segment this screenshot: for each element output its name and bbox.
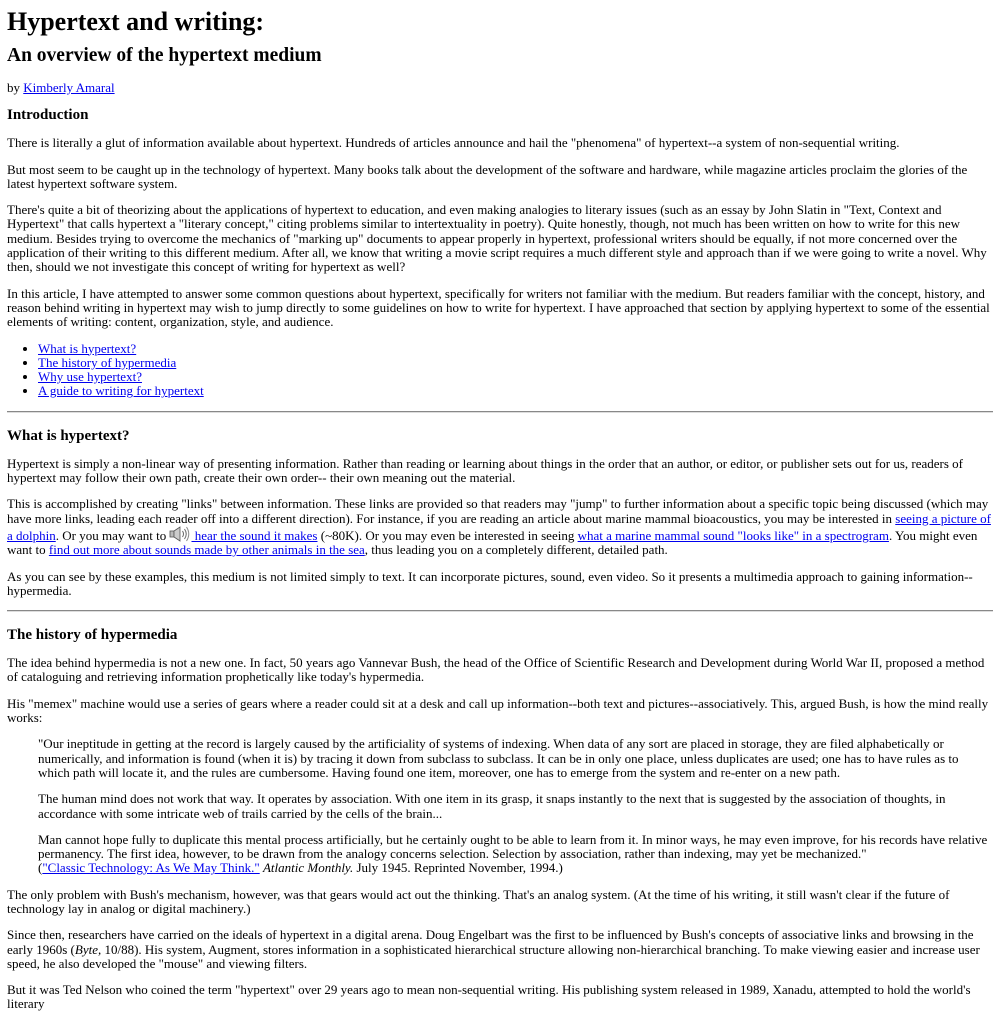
quote-paragraph-3 (38, 833, 993, 876)
toc-link-why-use[interactable]: Why use hypertext? (38, 369, 142, 385)
toc-link-history[interactable]: The history of hypermedia (38, 354, 177, 370)
intro-paragraph-3: There's quite a bit of theorizing about the applications of hypertext to education, and even making analogies to literary issues (such as an essay by John Slatin in "Text, Context and Hypertext" that calls hypertext a "literary concept," citing problems similar to intertextuality in poetry). Quite honestly, though, not much has been written on how to write for this new medium. Besides trying to overcome the mechanics of "marking up" documents to appear properly in hypertext, professional writers should be equally, if not more concerned over the application of their writing to this different medium. After all, we know that writing a movie script requires a much different style and approach than if we were going to write a novel. Why then, should we not investigate this concept of writing for hypertext as well? (7, 202, 987, 275)
history-paragraph-4 (7, 928, 993, 971)
byte-journal: Byte, (74, 941, 102, 957)
quote-paragraph-1: "Our ineptitude in getting at the record is largely caused by the artificiality of systems of indexing. When data of any sort are placed in storage, they are filed alphabetically or numerically, and information is found (when it is) by tracing it down from subclass to subclass. It can be in only one place, unless duplicates are used; one has to have rules as to which path will locate it, and the rules are cumbersome. Having found one item, moreover, one has to emerge from the system and re-enter on a new path. (38, 736, 959, 780)
sea-sounds-link[interactable]: find out more about sounds made by other animals in the sea (48, 542, 365, 558)
page-title: Hypertext and writing: (7, 7, 265, 36)
intro-heading: Introduction (7, 107, 89, 124)
section-divider (7, 610, 993, 612)
page-subtitle: An overview of the hypertext medium (7, 45, 322, 66)
section-divider (7, 411, 993, 413)
quote-paragraph-2: The human mind does not work that way. It operates by association. With one item in its grasp, it snaps instantly to the next that is suggested by the association of thoughts, in accordance with some intricate web of trails carried by the cells of the brain... (38, 791, 946, 821)
what-paragraph-2 (7, 497, 993, 557)
author-link[interactable]: Kimberly Amaral (23, 80, 115, 95)
dolphin-sound-link[interactable] (169, 528, 317, 543)
what-text: . You might even want to (7, 527, 978, 558)
quote-text: Man cannot hope fully to duplicate this mental process artificially, but he certainly ought to be able to learn from it. In minor ways, he may even improve, for his records have relative permanency. The first idea, however, to be drawn from the analogy concerns selection. Selection by association, rather than indexing, may yet be mechanized." (38, 831, 988, 862)
what-text: This is accomplished by creating "links" between information. These links are provided so that readers may "jump" to further information about a specific topic being discussed (which may have more links, leading each reader off into a different direction). For instance, if you are reading an article about marine mammal bioacoustics, you may be interested in (7, 496, 989, 526)
citation-journal: Atlantic Monthly. (262, 860, 354, 876)
what-paragraph-3: As you can see by these examples, this medium is not limited simply to text. It can incorporate pictures, sound, even video. So it presents a multimedia approach to gaining information--hypermedia. (7, 568, 973, 598)
toc-item (38, 356, 993, 370)
what-text: . Or you may want to (55, 527, 170, 543)
spectrogram-link[interactable]: what a marine mammal sound "looks like" in a spectrogram (577, 527, 889, 543)
what-paragraph-1: Hypertext is simply a non-linear way of presenting information. Rather than reading or learning about things in the order that an author, or editor, or publisher sets out for us, readers of hypertext may follow their own path, create their own order-- their own meaning out the material. (7, 455, 964, 486)
intro-paragraph-1: There is literally a glut of information available about hypertext. Hundreds of articles announce and hail the "phenomena" of hypertext--a system of non-sequential writing. (7, 135, 900, 151)
history-paragraph-2: His "memex" machine would use a series of gears where a reader could sit at a desk and call up information--both text and pictures--associatively. This, argued Bush, is how the mind really works: (7, 695, 989, 726)
classic-technology-link[interactable]: "Classic Technology: As We May Think." (42, 860, 260, 876)
history-heading: The history of hypermedia (7, 627, 178, 644)
bush-quote (38, 737, 993, 875)
history-paragraph-5: But it was Ted Nelson who coined the term "hypertext" over 29 years ago to mean non-sequential writing. His publishing system released in 1989, Xanadu, attempted to hold the world's literary (7, 982, 971, 1012)
toc-item (38, 342, 993, 356)
history-text: Since then, researchers have carried on the ideals of hypertext in a digital arena. Doug Engelbart was the first to be influenced by Bush's concepts of associative links and browsing in the early 1960s ( (7, 927, 974, 957)
toc-item (38, 370, 993, 384)
byline (7, 81, 993, 95)
dolphin-picture-link[interactable]: seeing a picture of a dolphin (7, 510, 991, 543)
toc-link-guide[interactable]: A guide to writing for hypertext (38, 383, 204, 399)
history-paragraph-1: The idea behind hypermedia is not a new one. In fact, 50 years ago Vannevar Bush, the head of the Office of Scientific Research and Development during World War II, proposed a method of cataloguing and retrieving information prophetically like today's hypermedia. (7, 655, 985, 685)
byline-by: by (7, 80, 24, 95)
what-text: (~80K). Or you may even be interested in seeing (317, 527, 578, 543)
table-of-contents (7, 342, 993, 399)
intro-paragraph-2: But most seem to be caught up in the technology of hypertext. Many books talk about the development of the software and hardware, while magazine articles proclaim the glories of the latest hypertext software system. (7, 161, 968, 191)
toc-link-what-is-hypertext[interactable]: What is hypertext? (38, 340, 137, 356)
toc-item (38, 384, 993, 398)
speaker-icon[interactable] (169, 526, 191, 542)
history-text: 10/88). His system, Augment, stores information in a sophisticated hierarchical structure allowing non-hierarchical branching. To make viewing easier and increase user speed, he also developed the "mouse" and viewing filters. (7, 941, 980, 971)
history-paragraph-3: The only problem with Bush's mechanism, however, was that gears would act out the thinking. That's an analog system. (At the time of his writing, it still wasn't clear if the future of technology lay in analog or digital machinery.) (7, 886, 950, 916)
intro-paragraph-4: In this article, I have attempted to answer some common questions about hypertext, specifically for writers not familiar with the medium. But readers familiar with the concept, history, and reason behind writing in hypertext may wish to jump directly to some guidelines on how to write for hypertext. I have approached that section by applying hypertext to some of the essential elements of writing: content, organization, style, and audience. (7, 285, 990, 330)
what-heading: What is hypertext? (7, 427, 130, 444)
dolphin-sound-label[interactable]: hear the sound it makes (191, 527, 318, 543)
what-text: , thus leading you on a completely different, detailed path. (364, 542, 668, 558)
citation-rest: July 1945. Reprinted November, 1994.) (353, 860, 563, 876)
citation-open: ( (38, 860, 43, 876)
